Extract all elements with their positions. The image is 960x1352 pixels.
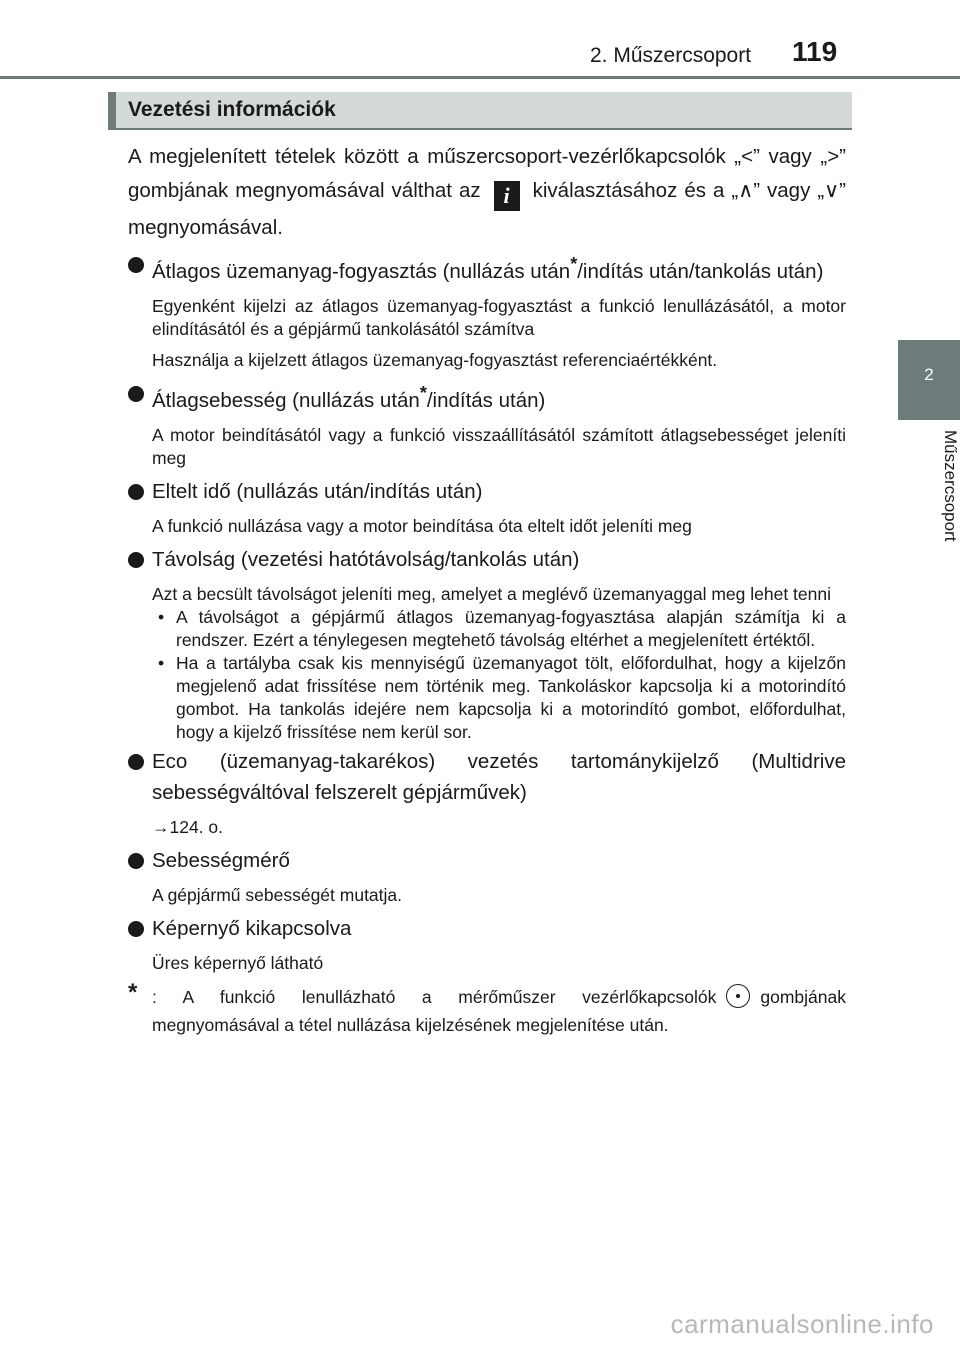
sub-bullet-item: • Ha a tartályba csak kis mennyiségű üzemanyagot tölt, előfordulhat, hogy a kijelzőn megjelenő adat frissítése nem történik meg. Tankoláskor kapcsolja ki a motorindító gombot. Ha tankolás idejére nem kapcsolja ki a motorindító gombot, előfordulhat, hogy a kijelző frissítése nem kerül sor.: [158, 652, 846, 742]
item-title: Átlagsebesség (nullázás után*/indítás után): [152, 382, 546, 412]
footnote-marker: *: [128, 978, 138, 1006]
item-title: Képernyő kikapcsolva: [152, 916, 352, 940]
item-title: Távolság (vezetési hatótávolság/tankolás után): [152, 547, 580, 571]
item-description: A motor beindításától vagy a funkció visszaállításától számított átlagsebességet jeleníti meg: [152, 424, 846, 468]
bullet-icon: [128, 386, 144, 402]
bullet-icon: [128, 853, 144, 869]
footnote-marker: *: [570, 254, 578, 274]
sub-bullet-item: • A távolságot a gépjármű átlagos üzemanyag-fogyasztása alapján számítja ki a rendszer. Ezért a ténylegesen megtehető távolság eltérhet a megjelenített értéktől.: [158, 606, 846, 650]
sub-bullet-icon: •: [158, 606, 165, 627]
item-description: Üres képernyő látható: [152, 952, 324, 973]
list-item: [128, 476, 846, 538]
item-description: →124. o.: [152, 816, 224, 837]
chapter-tab-label: Műszercsoport: [941, 430, 960, 542]
header-divider: [0, 76, 960, 79]
item-description: A gépjármű sebességét mutatja.: [152, 884, 403, 905]
item-title: Eco (üzemanyag-takarékos) vezetés tartománykijelző (Multidrive sebességváltóval felszerelt gépjárművek): [152, 749, 846, 804]
info-icon: i: [494, 181, 520, 211]
chapter-title: 2. Műszercsoport: [590, 44, 752, 67]
page-content: [128, 140, 846, 1039]
page-number: 119: [792, 36, 838, 67]
item-description: Egyenként kijelzi az átlagos üzemanyag-fogyasztást a funkció lenullázásától, a motor elindításától és a gépjármű tankolásától számítva: [152, 295, 846, 339]
item-title: Eltelt idő (nullázás után/indítás után): [152, 479, 483, 503]
bullet-icon: [128, 552, 144, 568]
footnote-marker: *: [419, 382, 427, 403]
watermark: carmanualsonline.info: [670, 1309, 934, 1339]
item-description: Azt a becsült távolságot jeleníti meg, amelyet a meglévő üzemanyaggal meg lehet tenni: [152, 583, 831, 604]
item-title: Átlagos üzemanyag-fogyasztás (nullázás után*/indítás után/tankolás után): [152, 254, 824, 283]
list-item: [128, 249, 846, 372]
sub-bullet-icon: •: [158, 652, 165, 673]
bullet-icon: [128, 921, 144, 937]
bullet-icon: [128, 484, 144, 500]
list-item: [128, 845, 846, 907]
list-item: [128, 913, 846, 975]
section-title: Vezetési információk: [128, 98, 336, 121]
item-description: A funkció nullázása vagy a motor beindítása óta eltelt időt jeleníti meg: [152, 515, 692, 536]
chapter-tab[interactable]: 2: [898, 340, 960, 420]
list-item: [128, 378, 846, 470]
footnote: * : A funkció lenullázható a mérőműszer vezérlőkapcsolók gombjának megnyomásával a tétel nullázása kijelzésének megjelenítése után.: [128, 978, 846, 1035]
intro-paragraph: A megjelenített tételek között a műszercsoport-vezérlőkapcsolók „<” vagy „>” gombjának megnyomásával válthat az i kiválasztásához és a „∧” vagy „∨” megnyomásával.: [128, 145, 846, 239]
list-item: [128, 746, 846, 839]
reset-button-icon: [726, 984, 750, 1008]
list-item: [128, 544, 846, 744]
item-description: Használja a kijelzett átlagos üzemanyag-fogyasztást referenciaértékként.: [152, 349, 718, 370]
bullet-icon: [128, 257, 144, 273]
sub-bullet-list: [152, 606, 846, 744]
bullet-icon: [128, 754, 144, 770]
item-title: Sebességmérő: [152, 848, 290, 872]
item-list: [128, 249, 846, 975]
section-header: [108, 92, 852, 130]
